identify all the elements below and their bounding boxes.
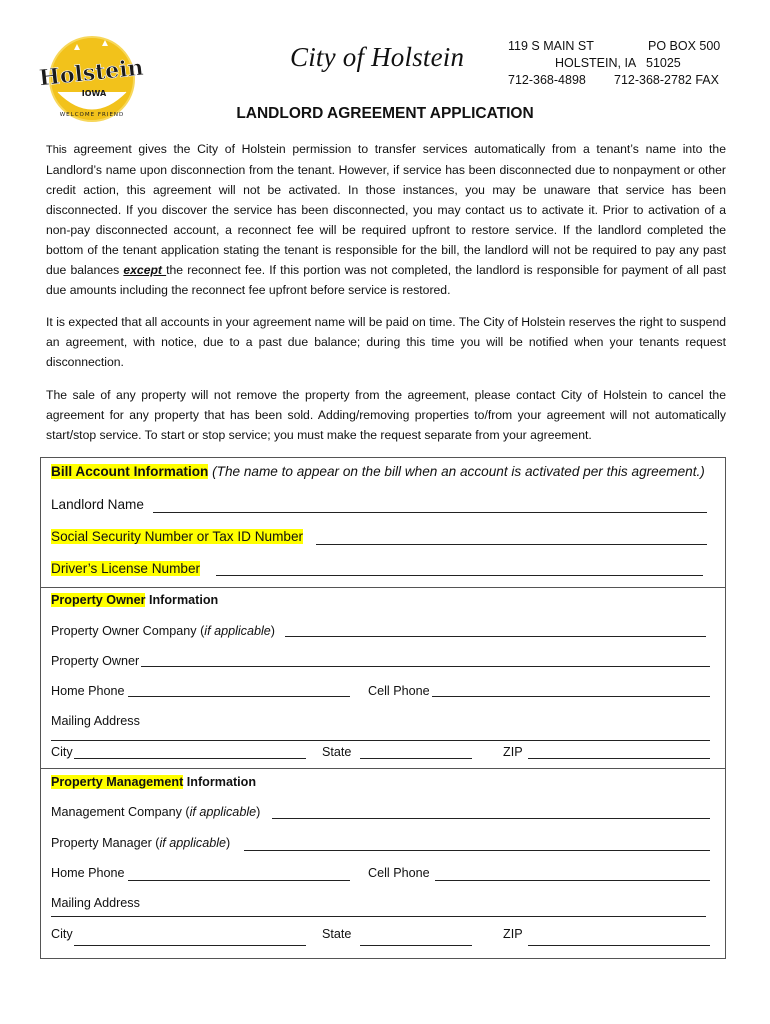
mgmt-zip-field[interactable] (528, 945, 710, 946)
property-owner-field[interactable] (141, 666, 710, 667)
owner-cell-phone-label: Cell Phone (368, 684, 430, 698)
landlord-name-label: Landlord Name (51, 497, 144, 512)
intro-paragraph (46, 139, 726, 300)
owner-zip-field[interactable] (528, 758, 710, 759)
owner-home-phone-label: Home Phone (51, 684, 125, 698)
owner-cell-phone-field[interactable] (432, 696, 710, 697)
owner-company-field[interactable] (285, 636, 706, 637)
mgmt-mailing-field[interactable] (51, 916, 706, 917)
mgmt-cell-phone-field[interactable] (435, 880, 710, 881)
property-owner-box (40, 586, 726, 769)
logo-state: IOWA (81, 89, 107, 98)
owner-home-phone-field[interactable] (128, 696, 350, 697)
phone-number: 712-368-4898 (508, 73, 586, 87)
property-manager-field[interactable] (244, 850, 710, 851)
fax-number: 712-368-2782 FAX (614, 73, 719, 87)
city-state-zip: HOLSTEIN, IA 51025 (555, 56, 681, 70)
street-address: 119 S MAIN ST (508, 39, 594, 53)
mgmt-home-phone-field[interactable] (128, 880, 350, 881)
property-manager-label: Property Manager (if applicable) (51, 836, 231, 850)
mgmt-cell-phone-label: Cell Phone (368, 866, 430, 880)
intro-body: agreement gives the City of Holstein permission to transfer services automatically from a tenant’s name into the Landlord’s name upon disconnection from the tenant. However, if service has been disconnected due to nonpayment or other credit action, this agreement will not be activated. In those instances, you may be unaware that service has been disconnected. If you discover the service has been disconnected, you may contact us to activate it. Prior to activation of a non-pay disconnected account, a reconnect fee will be required upfront to restore service. If the landlord completed the bottom of the tenant application stating the tenant is responsible for the bill, the landlord will not be required to pay any past due balances (46, 142, 726, 277)
property-management-box (40, 768, 726, 959)
sale-paragraph: The sale of any property will not remove the property from the agreement, please contact City of Holstein to cancel the agreement for any property that has been sold. Adding/removing properties to/from your agreement will not automatically start/stop service. To start or stop service; you must make the request separate from your agreement. (46, 388, 726, 442)
owner-state-label: State (322, 745, 352, 759)
owner-company-label: Property Owner Company (if applicable) (51, 624, 275, 638)
except-emphasis: except (123, 263, 167, 277)
mgmt-city-field[interactable] (74, 945, 306, 946)
intro-lead: This (46, 144, 67, 156)
property-owner-heading: Property Owner Information (51, 593, 219, 607)
mgmt-company-field[interactable] (272, 818, 710, 819)
owner-city-field[interactable] (74, 758, 306, 759)
mgmt-state-field[interactable] (360, 945, 472, 946)
mgmt-zip-label: ZIP (503, 927, 523, 941)
ssn-label: Social Security Number or Tax ID Number (51, 529, 304, 544)
ssn-field[interactable] (316, 544, 707, 545)
po-box: PO BOX 500 (648, 39, 721, 53)
mgmt-home-phone-label: Home Phone (51, 866, 125, 880)
landlord-name-field[interactable] (153, 512, 707, 513)
owner-city-label: City (51, 745, 73, 759)
owner-state-field[interactable] (360, 758, 472, 759)
logo-wordmark: Holstein (37, 54, 145, 92)
owner-mailing-label: Mailing Address (51, 714, 140, 728)
property-management-heading: Property Management Information (51, 775, 257, 789)
mgmt-company-label: Management Company (if applicable) (51, 805, 261, 819)
drivers-license-field[interactable] (216, 575, 703, 576)
drivers-license-label: Driver’s License Number (51, 561, 201, 576)
intro-body-end: the reconnect fee. If this portion was not completed, the landlord is responsible for payment of all past due amounts including the reconnect fee upfront before service is restored. (46, 263, 726, 297)
bill-account-heading: Bill Account Information (The name to appear on the bill when an account is activated per this agreement.) (51, 464, 705, 479)
mgmt-state-label: State (322, 927, 352, 941)
mgmt-city-label: City (51, 927, 73, 941)
owner-zip-label: ZIP (503, 745, 523, 759)
payment-paragraph: It is expected that all accounts in your agreement name will be paid on time. The City of Holstein reserves the right to suspend an agreement, with notice, due to a past due balance; during this time you will be notified when your tenants request disconnection. (46, 315, 726, 369)
document-title: LANDLORD AGREEMENT APPLICATION (236, 105, 534, 122)
property-owner-label: Property Owner (51, 654, 140, 668)
mgmt-mailing-label: Mailing Address (51, 896, 140, 910)
logo-tagline: WELCOME FRIEND (59, 112, 125, 118)
city-title: City of Holstein (290, 42, 465, 72)
owner-mailing-field[interactable] (51, 740, 710, 741)
